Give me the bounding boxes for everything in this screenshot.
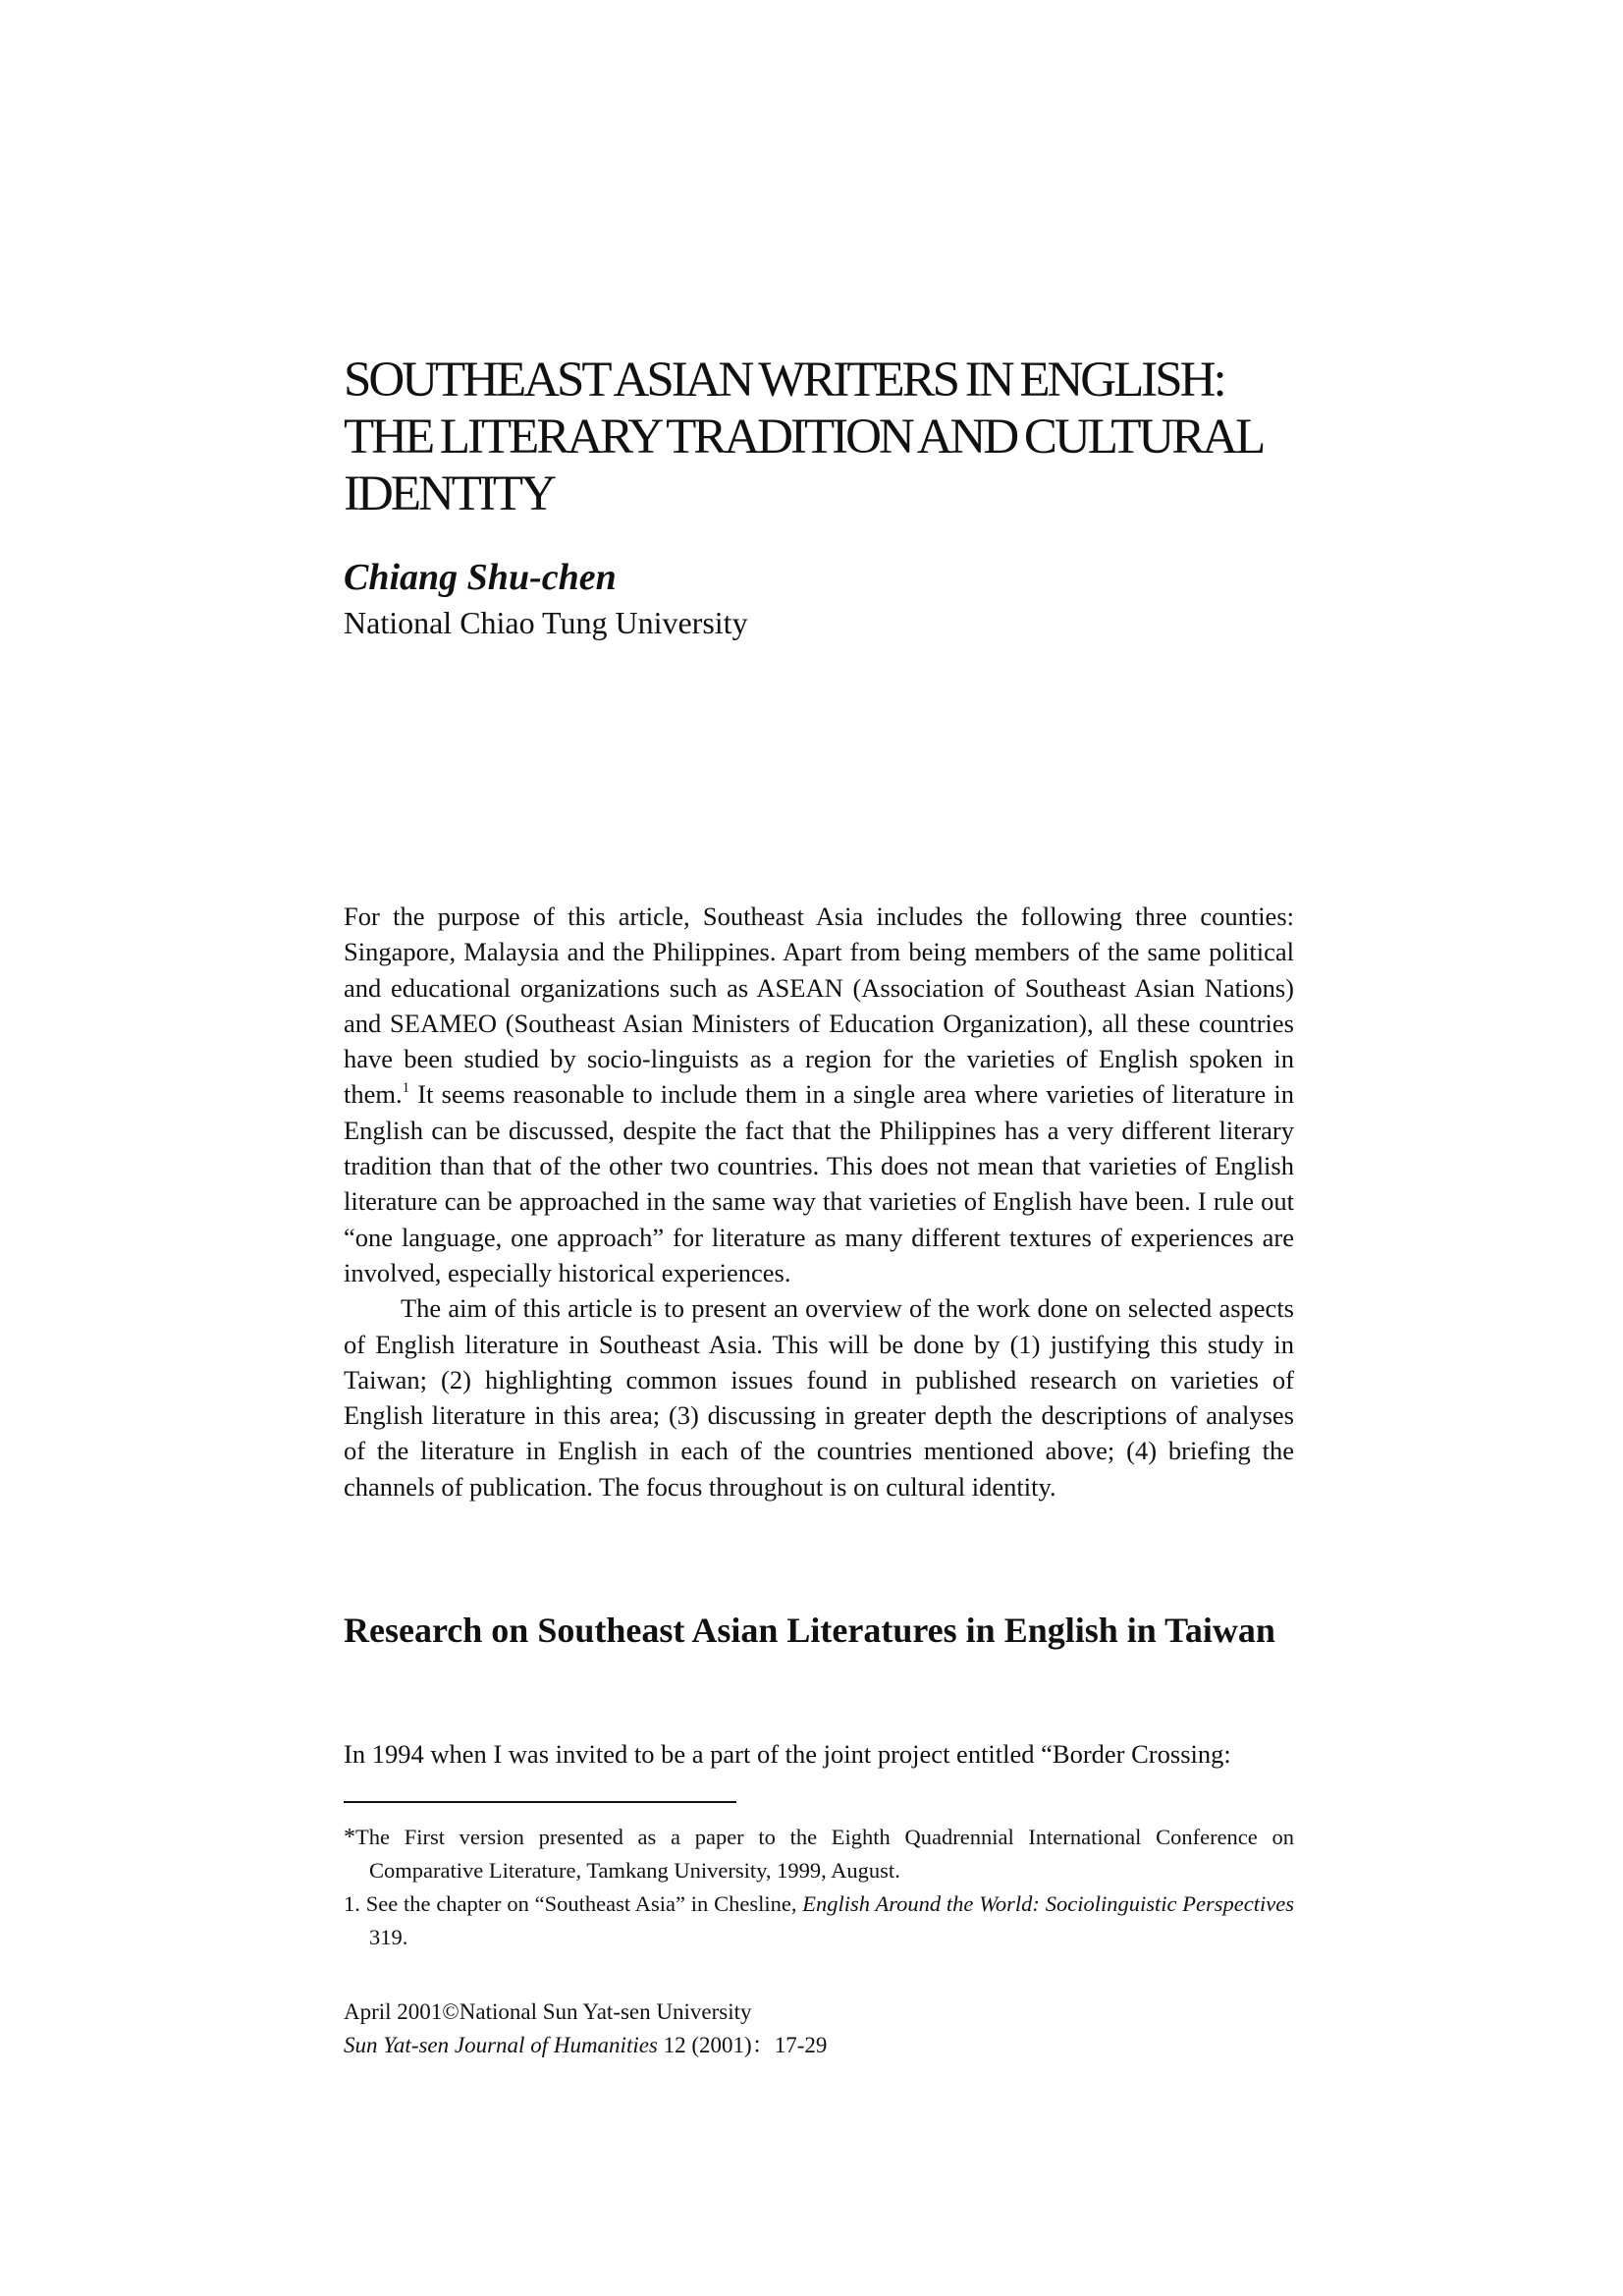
footnotes (344, 1821, 1294, 1954)
footnote-reference[interactable]: 1 (402, 1080, 410, 1097)
footnote-star (344, 1821, 1294, 1887)
author-name: Chiang Shu-chen (344, 557, 617, 598)
author-affiliation: National Chiao Tung University (344, 605, 748, 640)
footnote-text: See the chapter on “Southeast Asia” in Chesline, (365, 1891, 803, 1916)
footnote-text: 319. (369, 1925, 408, 1949)
paragraph-text: It seems reasonable to include them in a single area where varieties of literature in English can be discussed, despite the fact that the Philippines has a very different literary tradition than that of the other two countries. This does not mean that varieties of English literature can be approached in the same way that varieties of English have been. I rule out “one language, one approach” for literature as many different textures of experiences are involved, especially historical experiences. (344, 1079, 1294, 1287)
section-first-line: In 1994 when I was invited to be a part of the joint project entitled “Border Crossing: (344, 1739, 1231, 1769)
title-line: THE LITERARY TRADITION AND CULTURAL (344, 410, 1264, 465)
footnote-1 (344, 1887, 1294, 1954)
article-body (344, 899, 1294, 1504)
footnote-text: The First version presented as a paper to the Eighth Quadrennial International Conference on Comparative Literature, Tamkang University, 1999, August. (355, 1825, 1294, 1883)
book-title: English Around the World: Sociolinguistic Perspectives (802, 1891, 1294, 1916)
journal-title: Sun Yat-sen Journal of Humanities (344, 2033, 658, 2057)
title-line: IDENTITY (344, 466, 554, 521)
footnote-mark: * (344, 1825, 355, 1850)
article-title (344, 352, 1325, 522)
journal-imprint (344, 1995, 827, 2062)
paragraph-aim: The aim of this article is to present an overview of the work done on selected aspects of English literature in Southeast Asia. This will be done by (1) justifying this study in Taiwan; (2) highlighting common issues found in published research on varieties of English literature in this area; (3) discussing in greater depth the descriptions of analyses of the literature in English in each of the countries mentioned above; (4) briefing the channels of publication. The focus throughout is on cultural identity. (344, 1293, 1294, 1502)
footnote-divider (344, 1801, 736, 1803)
citation-line (344, 2029, 827, 2062)
copyright-line: April 2001©National Sun Yat-sen University (344, 1999, 752, 2024)
footnote-mark: 1. (344, 1891, 366, 1916)
volume-pages: 12 (2001)：17-29 (657, 2033, 828, 2057)
section-heading: Research on Southeast Asian Literatures in English in Taiwan (344, 1611, 1275, 1650)
paragraph-intro (344, 899, 1294, 1290)
paragraph-text: For the purpose of this article, Southeast Asia includes the following three counties: Singapore, Malaysia and the Philippines. Apart from being members of the same political and educational organizations such as ASEAN (Association of Southeast Asian Nations) and SEAMEO (Southeast Asian Ministers of Education Organization), all these countries have been studied by socio-linguists as a region for the varieties of English spoken in them. (344, 902, 1294, 1110)
title-line: SOUTHEAST ASIAN WRITERS IN ENGLISH: (344, 353, 1224, 408)
